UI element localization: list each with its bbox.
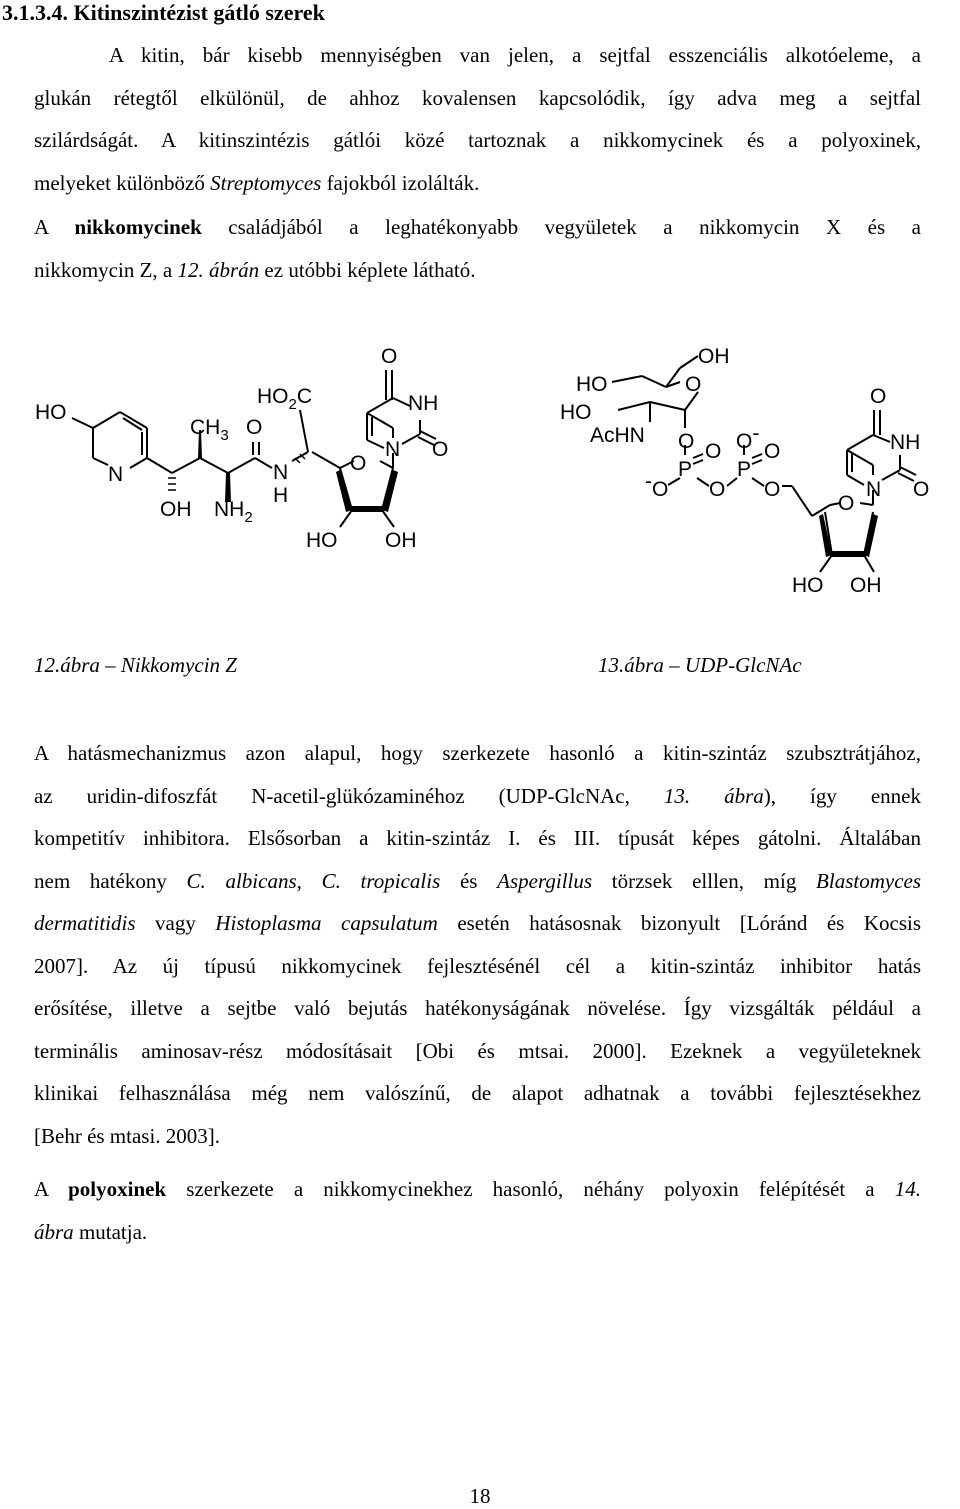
atom-label: O (870, 385, 887, 408)
figure-13-caption: 13.ábra – UDP-GlcNAc (598, 653, 802, 677)
species-name: Aspergillus (497, 868, 593, 893)
atom-label: N (385, 438, 401, 461)
figure-reference: 12. ábrán (177, 257, 260, 282)
atom-label: HO (306, 529, 338, 552)
atom-label: O (764, 478, 781, 501)
text-line: glukán rétegtől elkülönül, de ahhoz kovalensen kapcsolódik, így adva meg a sejtfal (34, 85, 921, 110)
term-bold: nikkomycinek (74, 215, 202, 239)
species-name: Histoplasma capsulatum (215, 911, 438, 935)
text-line: A polyoxinek szerkezete a nikkomycinekhez hasonló, néhány polyoxin felépítését a 14. (34, 1177, 921, 1201)
atom-label: N (273, 461, 289, 484)
atom-label: O- (736, 422, 760, 453)
text-line: az uridin-difoszfát N-acetil-glükózaminéhoz (UDP-GlcNAc, 13. ábra), így ennek (34, 783, 921, 808)
atom-label: P (737, 458, 752, 481)
udp-glcnac-structure (480, 330, 960, 600)
atom-label: O (381, 345, 398, 368)
atom-label: OH (385, 529, 417, 552)
atom-label: O (246, 416, 263, 439)
text-line: [Behr és mtasi. 2003]. (34, 1123, 221, 1148)
atom-label: O (705, 440, 722, 463)
species-name: Streptomyces (210, 170, 322, 195)
atom-label: $NH_2$ (214, 498, 253, 526)
atom-label: HO (35, 401, 67, 424)
atom-label: NH (890, 431, 921, 454)
atom-label: $HO_2C$ (257, 385, 313, 413)
atom-label: AcHN (590, 424, 645, 447)
atom-label: OH (850, 574, 882, 597)
text-line: klinikai felhasználása még nem valószínű, de alapot adhatnak a további fejlesztésekhez (34, 1081, 921, 1105)
paragraph-intro (34, 34, 921, 204)
section-title: Kitinszintézist gátló szerek (73, 0, 325, 25)
atom-label: N (866, 478, 882, 501)
text-line: dermatitidis vagy Histoplasma capsulatum esetén hatásosnak bizonyult [Lóránd és Kocsis (34, 911, 921, 935)
text-line: A kitin, bár kisebb mennyiségben van jelen, a sejtfal esszenciális alkotóeleme, a (109, 43, 921, 67)
term-bold: polyoxinek (68, 1177, 167, 1201)
atom-label: O (709, 478, 726, 501)
page-number: 18 (469, 1484, 491, 1508)
species-name: C. tropicalis (321, 868, 441, 893)
paragraph-mechanism (34, 732, 921, 1157)
atom-label: O (432, 438, 449, 461)
paragraph-nikkomycin (34, 206, 921, 291)
text-line: kompetitív inhibitora. Elsősorban a kitin-szintáz I. és III. típusát képes gátolni. Általában (34, 826, 921, 850)
section-number: 3.1.3.4. (2, 0, 68, 25)
atom-label: OH (160, 498, 192, 521)
atom-label: O (838, 492, 855, 515)
species-name: Blastomyces (816, 868, 921, 893)
atom-label: HO (792, 574, 824, 597)
text-line: 2007]. Az új típusú nikkomycinek fejlesztésénél cél a kitin-szintáz inhibitor hatás (34, 953, 921, 978)
atom-label: $CH_3$ (190, 416, 229, 444)
species-name: C. albicans (186, 868, 297, 893)
atom-label: NH (408, 392, 439, 415)
atom-label: O (685, 373, 702, 396)
paragraph-polyoxin (34, 1168, 921, 1253)
atom-label: HO (576, 373, 608, 396)
atom-label: O (913, 478, 930, 501)
text-line: erősítése, illetve a sejtbe való bejutás hatékonyságának növelése. Így vizsgálták például a (34, 996, 921, 1020)
figure-reference: 13. ábra (663, 783, 764, 808)
figure-reference: ábra (34, 1219, 74, 1244)
section-heading (2, 0, 325, 26)
nikkomycin-z-structure (0, 330, 480, 620)
text-line: melyeket különböző Streptomyces fajokból izolálták. (34, 170, 480, 195)
figure-12-caption: 12.ábra – Nikkomycin Z (34, 653, 237, 677)
text-line: A hatásmechanizmus azon alapul, hogy szerkezete hasonló a kitin-szintáz szubsztrátjához, (34, 741, 921, 765)
text-line: A nikkomycinek családjából a leghatékonyabb vegyületek a nikkomycin X és a (34, 215, 921, 239)
atom-label: O (678, 430, 695, 453)
atom-label: -O (645, 470, 669, 501)
atom-label: OH (698, 345, 730, 368)
species-name: dermatitidis (34, 911, 136, 935)
text-line: ábra mutatja. (34, 1219, 148, 1244)
atom-label: O (764, 440, 781, 463)
text-line: terminális aminosav-rész módosításait [Obi és mtsai. 2000]. Ezeknek a vegyületeknek (34, 1038, 921, 1063)
atom-label: P (678, 458, 693, 481)
atom-label: O (350, 452, 367, 475)
figure-reference: 14. (894, 1177, 921, 1201)
text-line: nem hatékony C. albicans, C. tropicalis és Aspergillus törzsek elllen, míg Blastomyces (34, 868, 921, 893)
text-line: szilárdságát. A kitinszintézis gátlói közé tartoznak a nikkomycinek és a polyoxinek, (34, 128, 921, 152)
atom-label: N (108, 463, 124, 486)
atom-label: H (273, 484, 289, 507)
atom-label: HO (560, 401, 592, 424)
text-line: nikkomycin Z, a 12. ábrán ez utóbbi képlete látható. (34, 257, 476, 282)
